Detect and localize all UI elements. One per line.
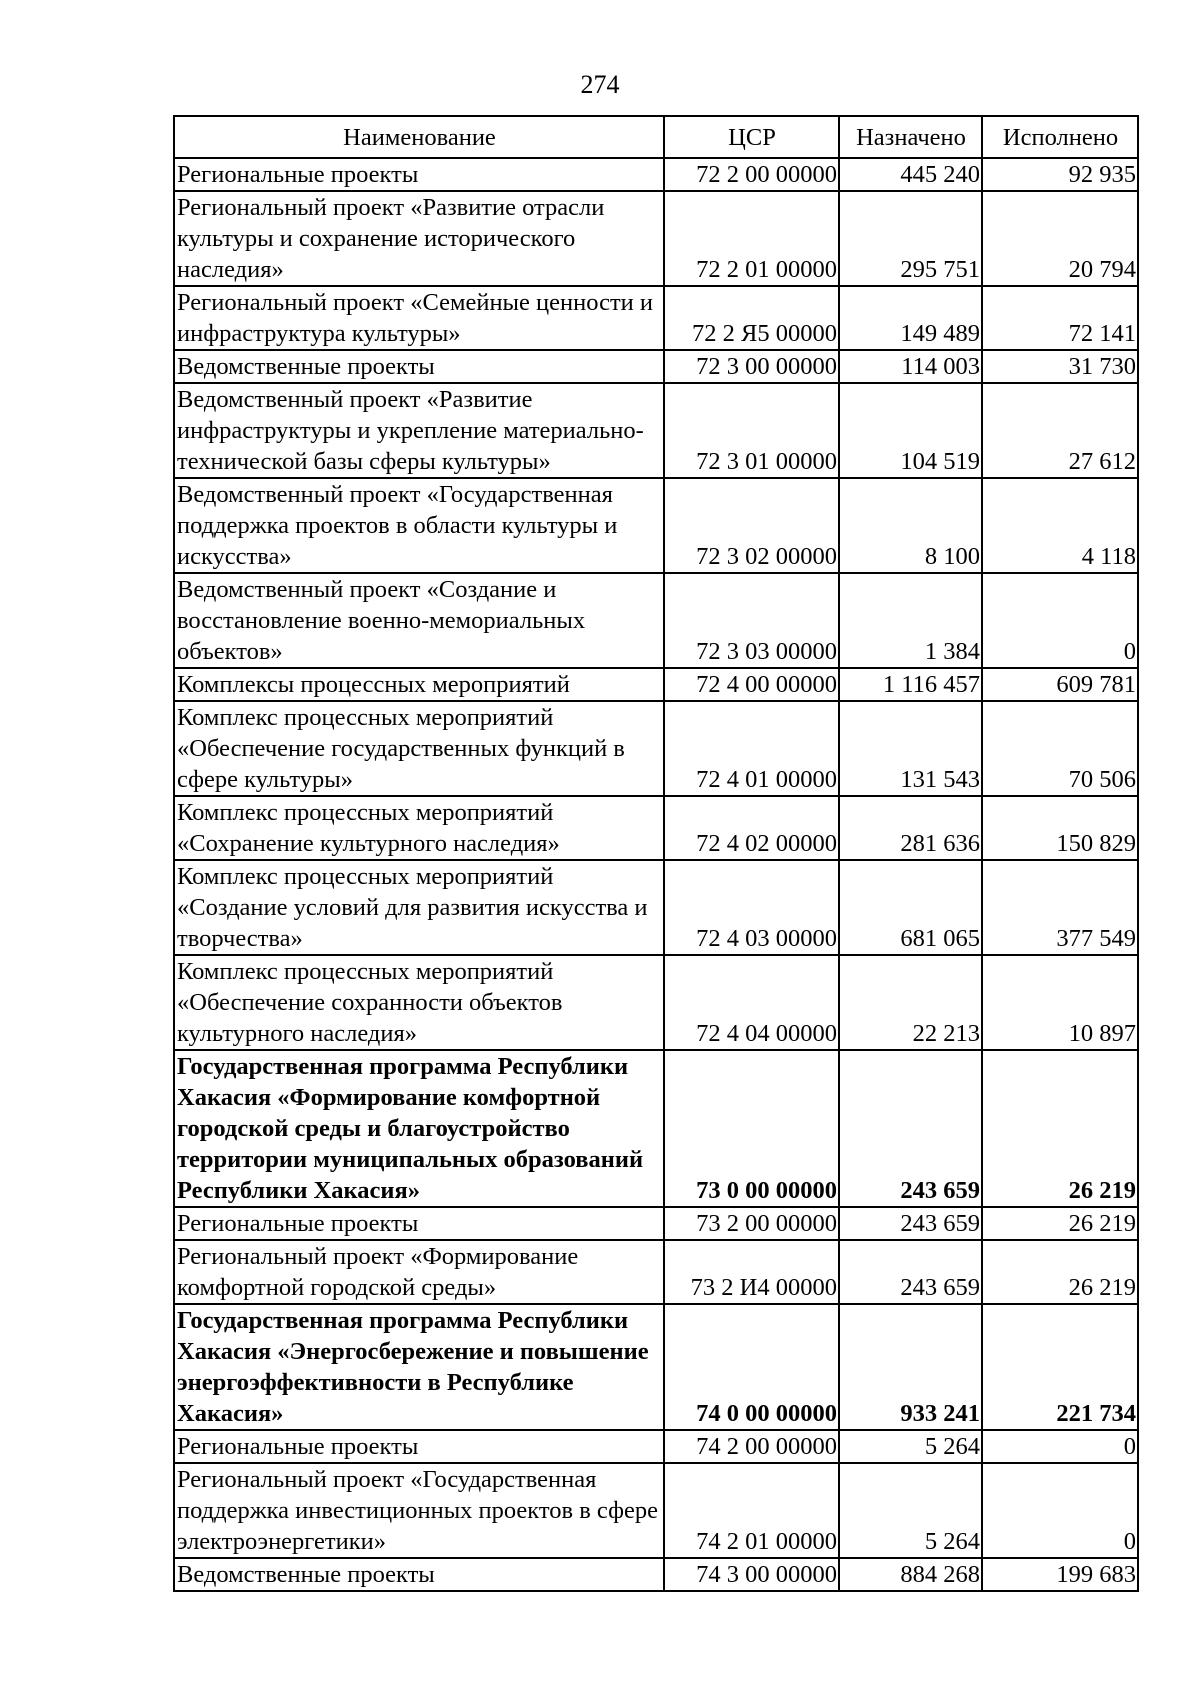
row-name: Ведомственные проекты xyxy=(174,1558,664,1591)
row-assigned: 681 065 xyxy=(839,860,982,955)
row-executed: 70 506 xyxy=(982,701,1138,796)
row-assigned: 5 264 xyxy=(839,1430,982,1463)
header-csr: ЦСР xyxy=(664,116,839,158)
row-assigned: 8 100 xyxy=(839,478,982,573)
row-executed: 10 897 xyxy=(982,955,1138,1050)
row-executed: 221 734 xyxy=(982,1304,1138,1430)
row-name: Региональный проект «Государственная поддержка инвестиционных проектов в сфере электроэнергетики» xyxy=(174,1463,664,1558)
row-assigned: 884 268 xyxy=(839,1558,982,1591)
row-assigned: 104 519 xyxy=(839,383,982,478)
row-name: Государственная программа Республики Хакасия «Формирование комфортной городской среды и благоустройство территории муниципальных образований Республики Хакасия» xyxy=(174,1050,664,1207)
row-name: Комплекс процессных мероприятий «Обеспечение сохранности объектов культурного наследия» xyxy=(174,955,664,1050)
row-assigned: 131 543 xyxy=(839,701,982,796)
row-executed: 377 549 xyxy=(982,860,1138,955)
row-name: Государственная программа Республики Хакасия «Энергосбережение и повышение энергоэффективности в Республике Хакасия» xyxy=(174,1304,664,1430)
row-executed: 26 219 xyxy=(982,1050,1138,1207)
row-assigned: 281 636 xyxy=(839,796,982,860)
row-executed: 92 935 xyxy=(982,158,1138,191)
row-assigned: 1 384 xyxy=(839,573,982,668)
table-row xyxy=(174,158,1138,191)
row-assigned: 243 659 xyxy=(839,1050,982,1207)
row-csr: 72 2 00 00000 xyxy=(664,158,839,191)
row-executed: 150 829 xyxy=(982,796,1138,860)
row-executed: 26 219 xyxy=(982,1207,1138,1240)
row-name: Ведомственные проекты xyxy=(174,350,664,383)
row-csr: 72 2 01 00000 xyxy=(664,191,839,286)
table-row xyxy=(174,1430,1138,1463)
row-assigned: 114 003 xyxy=(839,350,982,383)
table-row xyxy=(174,796,1138,860)
row-csr: 72 3 03 00000 xyxy=(664,573,839,668)
row-name: Ведомственный проект «Развитие инфраструктуры и укрепление материально-технической базы сферы культуры» xyxy=(174,383,664,478)
row-csr: 72 4 03 00000 xyxy=(664,860,839,955)
table-row xyxy=(174,1240,1138,1304)
row-executed: 0 xyxy=(982,1430,1138,1463)
row-csr: 72 4 04 00000 xyxy=(664,955,839,1050)
table-row xyxy=(174,955,1138,1050)
table-row xyxy=(174,701,1138,796)
row-assigned: 243 659 xyxy=(839,1240,982,1304)
row-csr: 74 2 00 00000 xyxy=(664,1430,839,1463)
table-row xyxy=(174,478,1138,573)
row-executed: 31 730 xyxy=(982,350,1138,383)
row-assigned: 149 489 xyxy=(839,286,982,350)
header-executed: Исполнено xyxy=(982,116,1138,158)
row-executed: 199 683 xyxy=(982,1558,1138,1591)
table-row xyxy=(174,1558,1138,1591)
table-row xyxy=(174,383,1138,478)
table-row xyxy=(174,1463,1138,1558)
page-number: 274 xyxy=(580,70,620,99)
table-row xyxy=(174,573,1138,668)
row-name: Региональный проект «Формирование комфортной городской среды» xyxy=(174,1240,664,1304)
row-executed: 27 612 xyxy=(982,383,1138,478)
row-name: Региональный проект «Семейные ценности и инфраструктура культуры» xyxy=(174,286,664,350)
table-row xyxy=(174,1304,1138,1430)
row-executed: 0 xyxy=(982,573,1138,668)
row-csr: 72 3 02 00000 xyxy=(664,478,839,573)
table-row xyxy=(174,1050,1138,1207)
row-executed: 72 141 xyxy=(982,286,1138,350)
row-assigned: 22 213 xyxy=(839,955,982,1050)
row-assigned: 445 240 xyxy=(839,158,982,191)
row-assigned: 243 659 xyxy=(839,1207,982,1240)
row-executed: 20 794 xyxy=(982,191,1138,286)
table-row xyxy=(174,191,1138,286)
header-name: Наименование xyxy=(174,116,664,158)
row-csr: 74 2 01 00000 xyxy=(664,1463,839,1558)
table-row xyxy=(174,350,1138,383)
row-csr: 74 0 00 00000 xyxy=(664,1304,839,1430)
row-csr: 72 3 00 00000 xyxy=(664,350,839,383)
row-assigned: 295 751 xyxy=(839,191,982,286)
table-row xyxy=(174,1207,1138,1240)
row-name: Региональные проекты xyxy=(174,1207,664,1240)
row-name: Комплекс процессных мероприятий «Создание условий для развития искусства и творчества» xyxy=(174,860,664,955)
header-assigned: Назначено xyxy=(839,116,982,158)
row-name: Региональные проекты xyxy=(174,158,664,191)
row-name: Комплексы процессных мероприятий xyxy=(174,668,664,701)
row-name: Региональный проект «Развитие отрасли культуры и сохранение исторического наследия» xyxy=(174,191,664,286)
row-assigned: 5 264 xyxy=(839,1463,982,1558)
row-name: Ведомственный проект «Создание и восстановление военно-мемориальных объектов» xyxy=(174,573,664,668)
budget-table xyxy=(173,115,1139,1592)
table-header-row xyxy=(174,116,1138,158)
row-name: Комплекс процессных мероприятий «Обеспечение государственных функций в сфере культуры» xyxy=(174,701,664,796)
row-csr: 72 3 01 00000 xyxy=(664,383,839,478)
row-csr: 73 0 00 00000 xyxy=(664,1050,839,1207)
row-csr: 72 4 02 00000 xyxy=(664,796,839,860)
row-name: Ведомственный проект «Государственная поддержка проектов в области культуры и искусства» xyxy=(174,478,664,573)
table-row xyxy=(174,286,1138,350)
row-csr: 73 2 И4 00000 xyxy=(664,1240,839,1304)
row-assigned: 1 116 457 xyxy=(839,668,982,701)
row-csr: 72 4 00 00000 xyxy=(664,668,839,701)
row-name: Региональные проекты xyxy=(174,1430,664,1463)
row-csr: 72 2 Я5 00000 xyxy=(664,286,839,350)
row-name: Комплекс процессных мероприятий «Сохранение культурного наследия» xyxy=(174,796,664,860)
row-executed: 609 781 xyxy=(982,668,1138,701)
row-assigned: 933 241 xyxy=(839,1304,982,1430)
row-executed: 26 219 xyxy=(982,1240,1138,1304)
row-executed: 0 xyxy=(982,1463,1138,1558)
row-csr: 73 2 00 00000 xyxy=(664,1207,839,1240)
table-row xyxy=(174,860,1138,955)
table-row xyxy=(174,668,1138,701)
row-csr: 72 4 01 00000 xyxy=(664,701,839,796)
row-executed: 4 118 xyxy=(982,478,1138,573)
table-body xyxy=(174,158,1138,1591)
row-csr: 74 3 00 00000 xyxy=(664,1558,839,1591)
